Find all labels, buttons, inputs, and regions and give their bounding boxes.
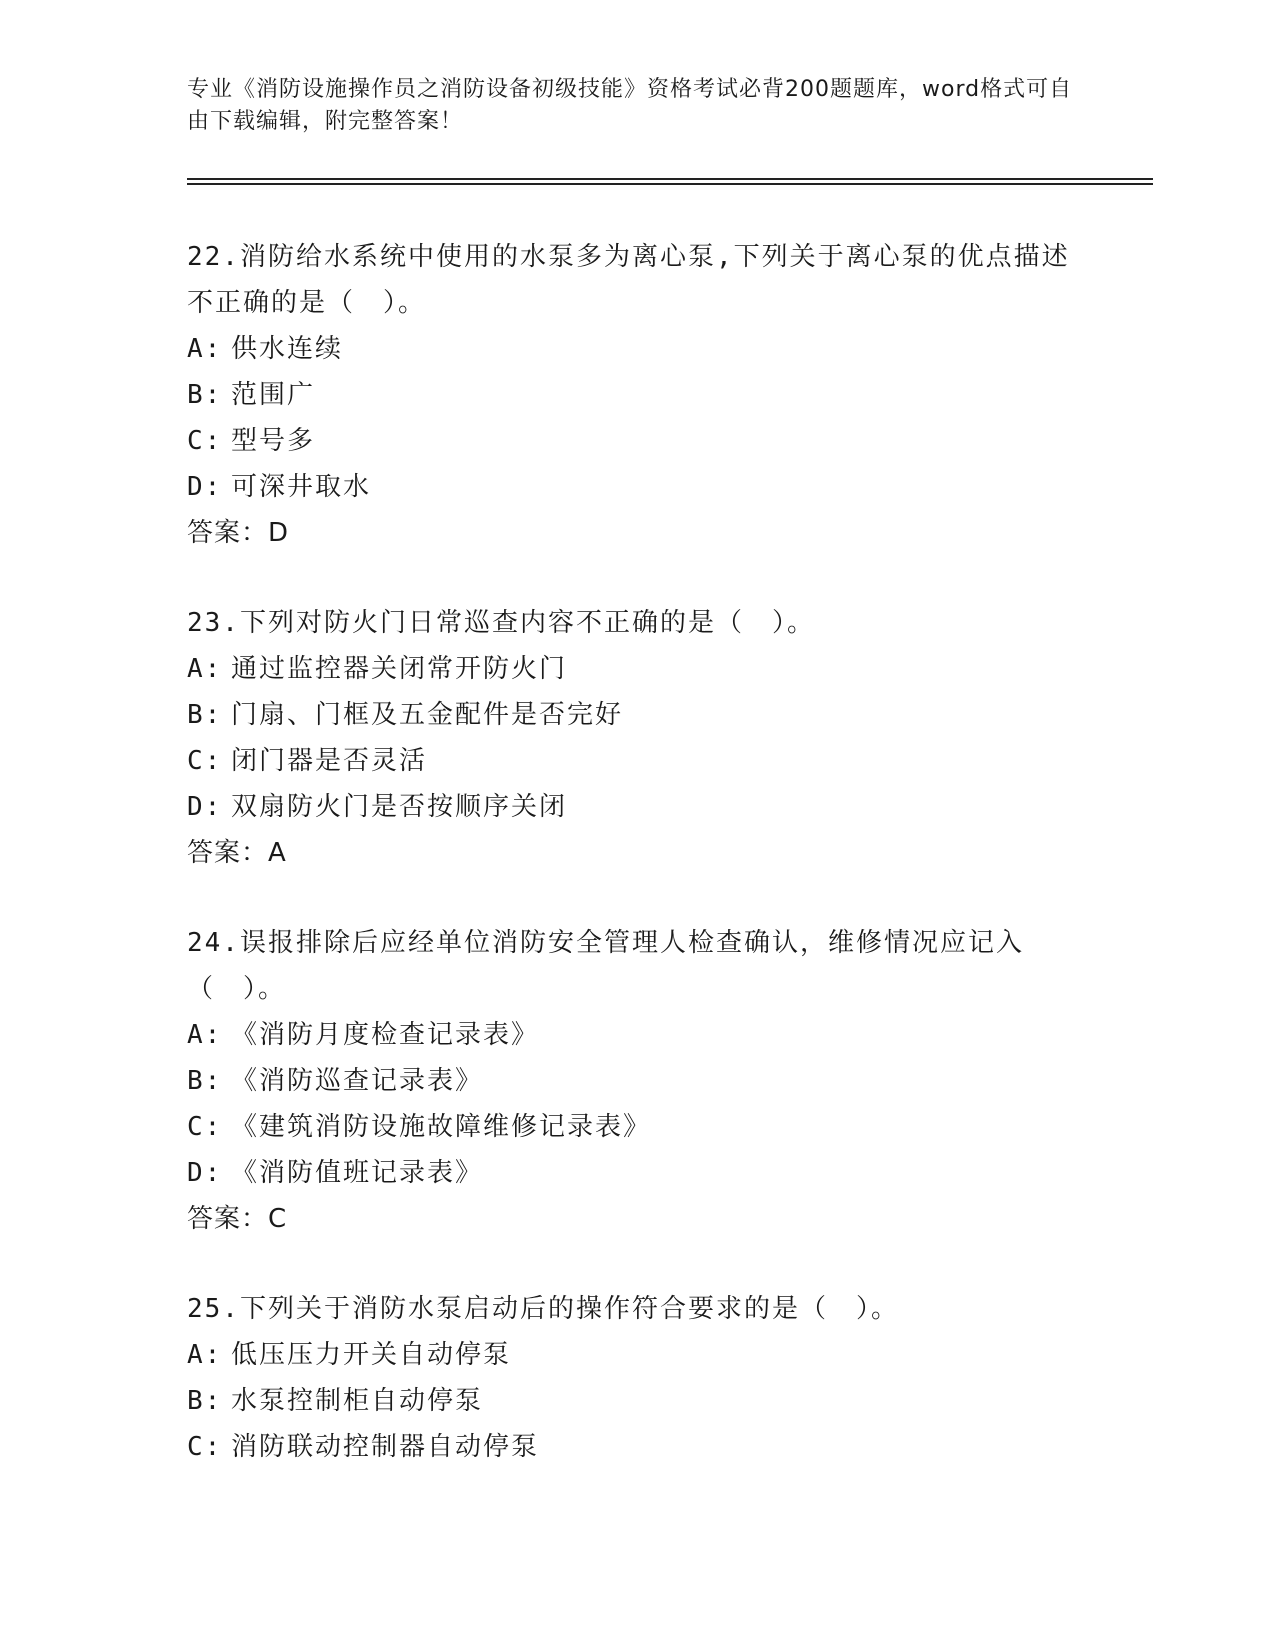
option-letter: B: [187,380,223,410]
option-letter: C: [187,426,223,456]
question-25 [187,1286,1077,1470]
question-stem: 22.消防给水系统中使用的水泵多为离心泵,下列关于离心泵的优点描述不正确的是（ ）。 [187,242,1070,318]
option-c [187,1424,1077,1470]
option-a [187,646,1077,692]
option-text: 范围广 [231,380,316,410]
option-a [187,1332,1077,1378]
question-stem: 23.下列对防火门日常巡查内容不正确的是（ ）。 [187,608,815,638]
option-text: 可深井取水 [231,472,372,502]
option-letter: B: [187,1386,223,1416]
option-text: 双扇防火门是否按顺序关闭 [231,792,568,822]
option-text: 《消防月度检查记录表》 [231,1020,540,1050]
question-22 [187,234,1077,556]
option-text: 型号多 [231,426,316,456]
option-text: 通过监控器关闭常开防火门 [231,654,568,684]
option-text: 低压压力开关自动停泵 [231,1340,512,1370]
option-text: 门扇、门框及五金配件是否完好 [231,700,624,730]
option-letter: A: [187,654,223,684]
option-letter: D: [187,472,223,502]
option-letter: B: [187,700,223,730]
document-header [187,74,1077,138]
option-text: 《消防值班记录表》 [231,1158,484,1188]
option-d [187,464,1077,510]
option-d [187,1150,1077,1196]
option-letter: C: [187,746,223,776]
header-divider-bottom [187,183,1153,185]
answer-line: 答案：C [187,1204,288,1234]
option-c [187,738,1077,784]
option-c [187,1104,1077,1150]
option-b [187,692,1077,738]
option-letter: C: [187,1432,223,1462]
option-text: 消防联动控制器自动停泵 [231,1432,540,1462]
header-divider-top [187,178,1153,180]
option-a [187,326,1077,372]
option-text: 《建筑消防设施故障维修记录表》 [231,1112,652,1142]
option-a [187,1012,1077,1058]
question-stem: 24.误报排除后应经单位消防安全管理人检查确认，维修情况应记入（ ）。 [187,928,1024,1004]
option-text: 供水连续 [231,334,344,364]
option-letter: A: [187,1020,223,1050]
answer-line: 答案：A [187,838,287,868]
option-b [187,372,1077,418]
question-24 [187,920,1077,1242]
option-letter: A: [187,1340,223,1370]
option-letter: B: [187,1066,223,1096]
option-b [187,1058,1077,1104]
question-stem: 25.下列关于消防水泵启动后的操作符合要求的是（ ）。 [187,1294,899,1324]
answer-line: 答案：D [187,518,290,548]
option-letter: C: [187,1112,223,1142]
option-b [187,1378,1077,1424]
option-text: 水泵控制柜自动停泵 [231,1386,484,1416]
option-letter: A: [187,334,223,364]
header-text: 专业《消防设施操作员之消防设备初级技能》资格考试必背200题题库，word格式可自由下载编辑，附完整答案！ [187,77,1073,134]
option-text: 《消防巡查记录表》 [231,1066,484,1096]
option-letter: D: [187,792,223,822]
option-text: 闭门器是否灵活 [231,746,428,776]
option-d [187,784,1077,830]
option-letter: D: [187,1158,223,1188]
option-c [187,418,1077,464]
question-23 [187,600,1077,876]
